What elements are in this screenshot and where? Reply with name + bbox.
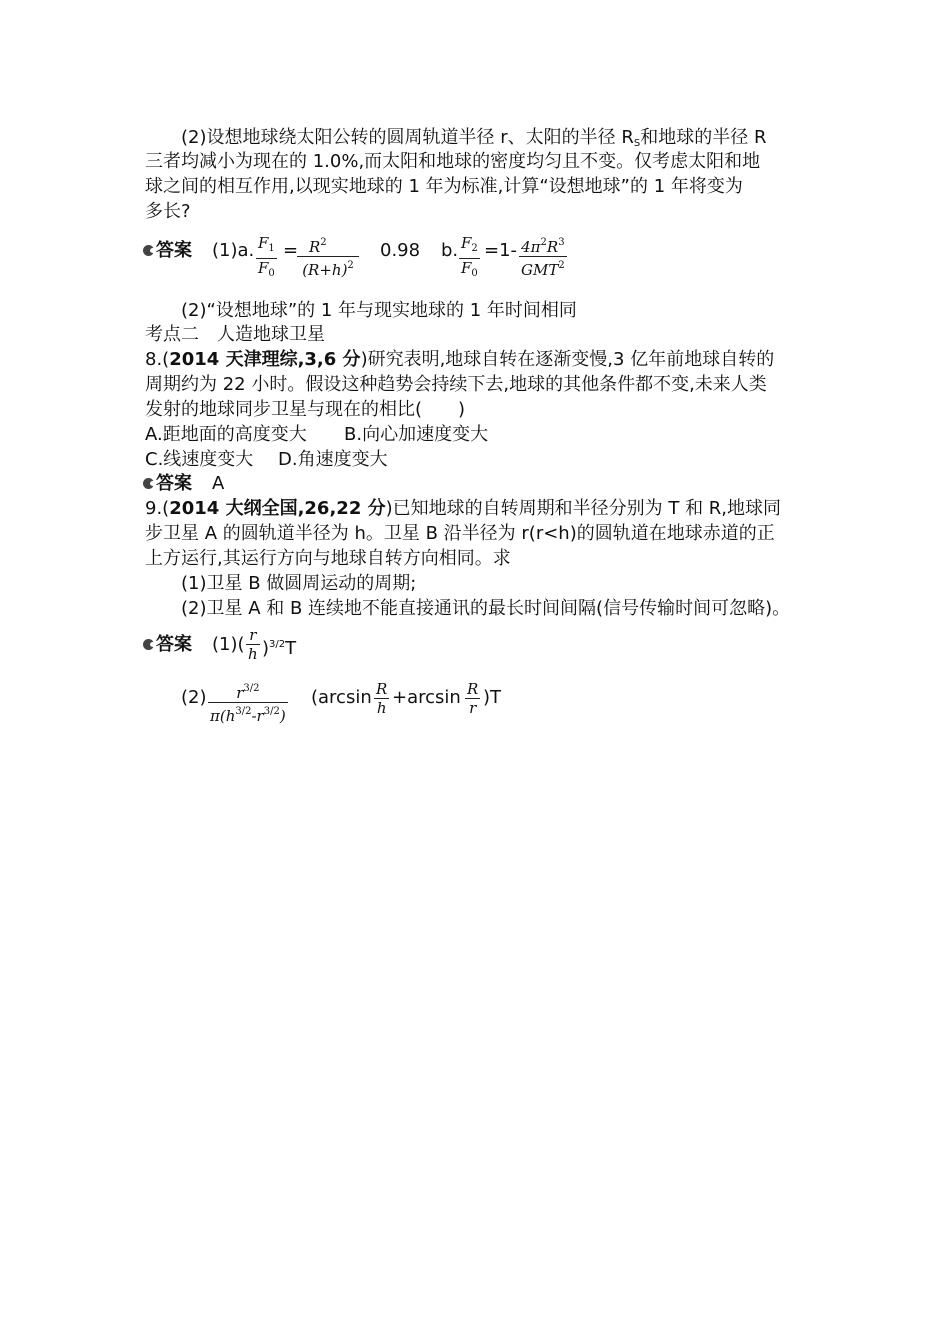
q9-line-3: 上方运行,其运行方向与地球自转方向相同。求 <box>145 548 511 569</box>
ans7-frac-a-rhs: $\frac{R^2}{(R+h)^2}$ <box>297 234 359 279</box>
q2-line-2: 三者均减小为现在的 1.0%,而太阳和地球的密度均匀且不变。仅考虑太阳和地 <box>145 151 761 172</box>
answer-label: 答案 <box>143 239 192 263</box>
ans7-equals: = <box>283 240 299 261</box>
q8-line-3: 发射的地球同步卫星与现在的相比( ) <box>145 399 466 420</box>
ans7-frac-b-lhs: $\frac{F_2}{F_0}$ <box>461 234 478 279</box>
ans7-part1-label: (1)a. <box>212 240 255 261</box>
q9-line-2: 步卫星 A 的圆轨道半径为 h。卫星 B 沿半径为 r(r<h)的圆轨道在地球赤道的正 <box>145 523 775 544</box>
ans7-frac-b-rhs: $\frac{4\pi^2R^3}{GMT^2}$ <box>519 234 567 279</box>
q9-ans2-prefix: (2) <box>181 687 207 708</box>
q9-ans2-frac-rh: $\frac{R}{h}$ <box>376 680 388 717</box>
q9-ans2-plus-arcsin: +arcsin <box>392 687 461 708</box>
q9-ans1-frac: $\frac{r}{h}$ <box>248 626 258 663</box>
q8-option-a: A.距地面的高度变大 <box>145 424 307 445</box>
q8-option-b: B.向心加速度变大 <box>344 424 489 445</box>
q9-subq-1: (1)卫星 B 做圆周运动的周期; <box>181 573 417 594</box>
q9-line-1: 9.(2014 大纲全国,26,22 分)已知地球的自转周期和半径分别为 T 和 R,地球同 <box>145 498 782 519</box>
q8-option-d: D.角速度变大 <box>278 449 388 470</box>
q9-ans2-frac: $\frac{r^{3/2}}{\pi(h^{3/2}-r^{3/2})}$ <box>208 680 288 725</box>
ans7-value: 0.98 <box>380 240 421 261</box>
answer-mark-icon <box>143 245 154 256</box>
section-title: 考点二 人造地球卫星 <box>145 324 325 345</box>
q8-answer: 答案 A <box>143 472 224 496</box>
q8-line-1: 8.(2014 天津理综,3,6 分)研究表明,地球自转在逐渐变慢,3 亿年前地球自转的 <box>145 349 775 370</box>
q9-subq-2: (2)卫星 A 和 B 连续地不能直接通讯的最长时间间隔(信号传输时间可忽略)。 <box>181 598 791 619</box>
q2-line-1: (2)设想地球绕太阳公转的圆周轨道半径 r、太阳的半径 $R_S$和地球的半径 R <box>181 127 767 149</box>
q2-line-4: 多长? <box>145 201 191 222</box>
ans7-part2: (2)“设想地球”的 1 年与现实地球的 1 年时间相同 <box>181 300 577 321</box>
q9-ans2-frac-rr: $\frac{R}{r}$ <box>467 680 479 717</box>
q9-answer-label: 答案 <box>143 633 192 657</box>
answer-mark-icon <box>143 478 154 489</box>
q9-ans1-prefix: (1)( <box>212 634 245 655</box>
ans7-b-label: b. <box>441 240 459 261</box>
q9-ans1-suffix: )$^{3/2}$T <box>262 638 297 659</box>
answer-mark-icon <box>143 639 154 650</box>
ans7-frac-a-lhs: $\frac{F_1}{F_0}$ <box>258 234 275 279</box>
q2-line-3: 球之间的相互作用,以现实地球的 1 年为标准,计算“设想地球”的 1 年将变为 <box>145 176 743 197</box>
q9-ans2-arcsin: (arcsin <box>311 687 372 708</box>
q9-ans2-end: )T <box>483 687 502 708</box>
q8-line-2: 周期约为 22 小时。假设这种趋势会持续下去,地球的其他条件都不变,未来人类 <box>145 374 767 395</box>
ans7-b-prefix: =1- <box>484 240 518 261</box>
q8-option-c: C.线速度变大 <box>145 449 254 470</box>
